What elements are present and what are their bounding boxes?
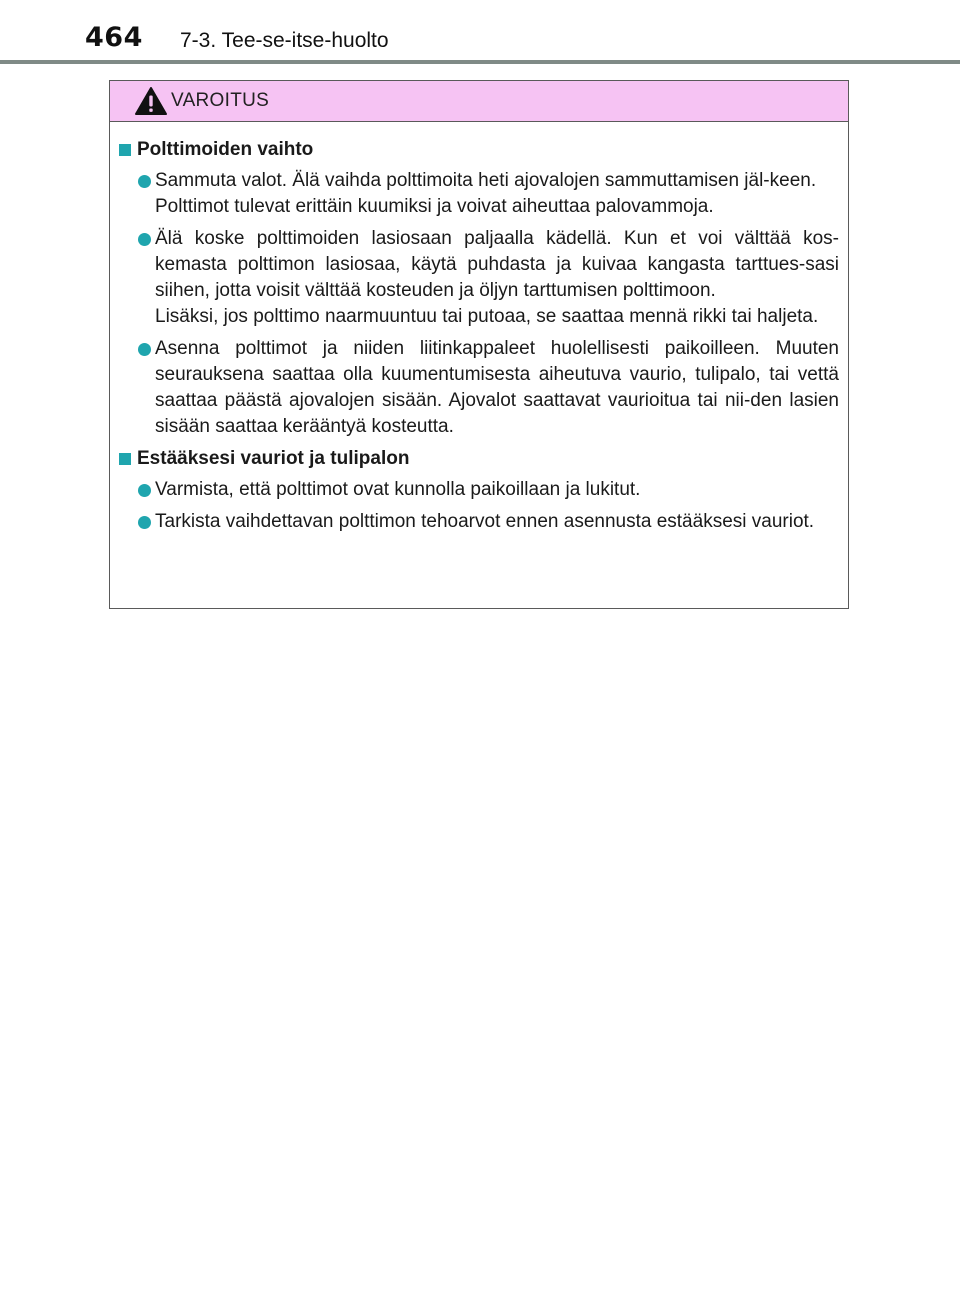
square-bullet-icon	[119, 453, 131, 465]
warning-box	[109, 80, 849, 609]
section-heading	[119, 446, 839, 472]
section-heading-text: Estääksesi vauriot ja tulipalon	[137, 448, 410, 469]
list-item	[119, 168, 839, 220]
list-item	[119, 226, 839, 330]
round-bullet-icon	[138, 516, 151, 529]
square-bullet-icon	[119, 144, 131, 156]
page-header	[0, 0, 960, 64]
round-bullet-icon	[138, 343, 151, 356]
list-item	[119, 336, 839, 440]
round-bullet-icon	[138, 175, 151, 188]
warning-header	[110, 81, 848, 122]
item-paragraph: Älä koske polttimoiden lasiosaan paljaalla kädellä. Kun et voi välttää kos-kemasta polttimon lasiosaa, käytä puhdasta ja kuivaa kangasta tarttues-sasi siihen, jotta voisit välttää kosteuden ja öljyn tarttumisen polttimoon.	[155, 228, 839, 301]
list-item	[119, 509, 839, 535]
item-paragraph: Lisäksi, jos polttimo naarmuuntuu tai putoaa, se saattaa mennä rikki tai haljeta.	[155, 306, 819, 327]
list-item	[119, 477, 839, 503]
warning-triangle-icon	[134, 86, 168, 116]
item-paragraph: Asenna polttimot ja niiden liitinkappaleet huolellisesti paikoilleen. Muuten seurauksena saattaa olla kuumentumisesta aiheutuva vaurio, tulipalo, tai vettä saattaa päästä ajovalojen sisään. Ajovalot saattavat vaurioitua tai nii-den lasien sisään saattaa kerääntyä kosteutta.	[155, 338, 839, 437]
warning-section	[119, 446, 839, 535]
item-paragraph: Polttimot tulevat erittäin kuumiksi ja voivat aiheuttaa palovammoja.	[155, 196, 714, 217]
item-paragraph: Sammuta valot. Älä vaihda polttimoita heti ajovalojen sammuttamisen jäl-keen.	[155, 170, 817, 191]
warning-body	[110, 122, 848, 535]
section-heading	[119, 137, 839, 163]
page-number: 464	[85, 22, 143, 53]
item-paragraph: Varmista, että polttimot ovat kunnolla paikoillaan ja lukitut.	[155, 479, 641, 500]
section-title: 7-3. Tee-se-itse-huolto	[180, 29, 389, 52]
header-divider	[0, 60, 960, 64]
round-bullet-icon	[138, 233, 151, 246]
round-bullet-icon	[138, 484, 151, 497]
warning-section	[119, 137, 839, 440]
item-paragraph: Tarkista vaihdettavan polttimon tehoarvot ennen asennusta estääksesi vauriot.	[155, 511, 815, 532]
section-heading-text: Polttimoiden vaihto	[137, 139, 314, 160]
warning-label: VAROITUS	[171, 90, 270, 111]
